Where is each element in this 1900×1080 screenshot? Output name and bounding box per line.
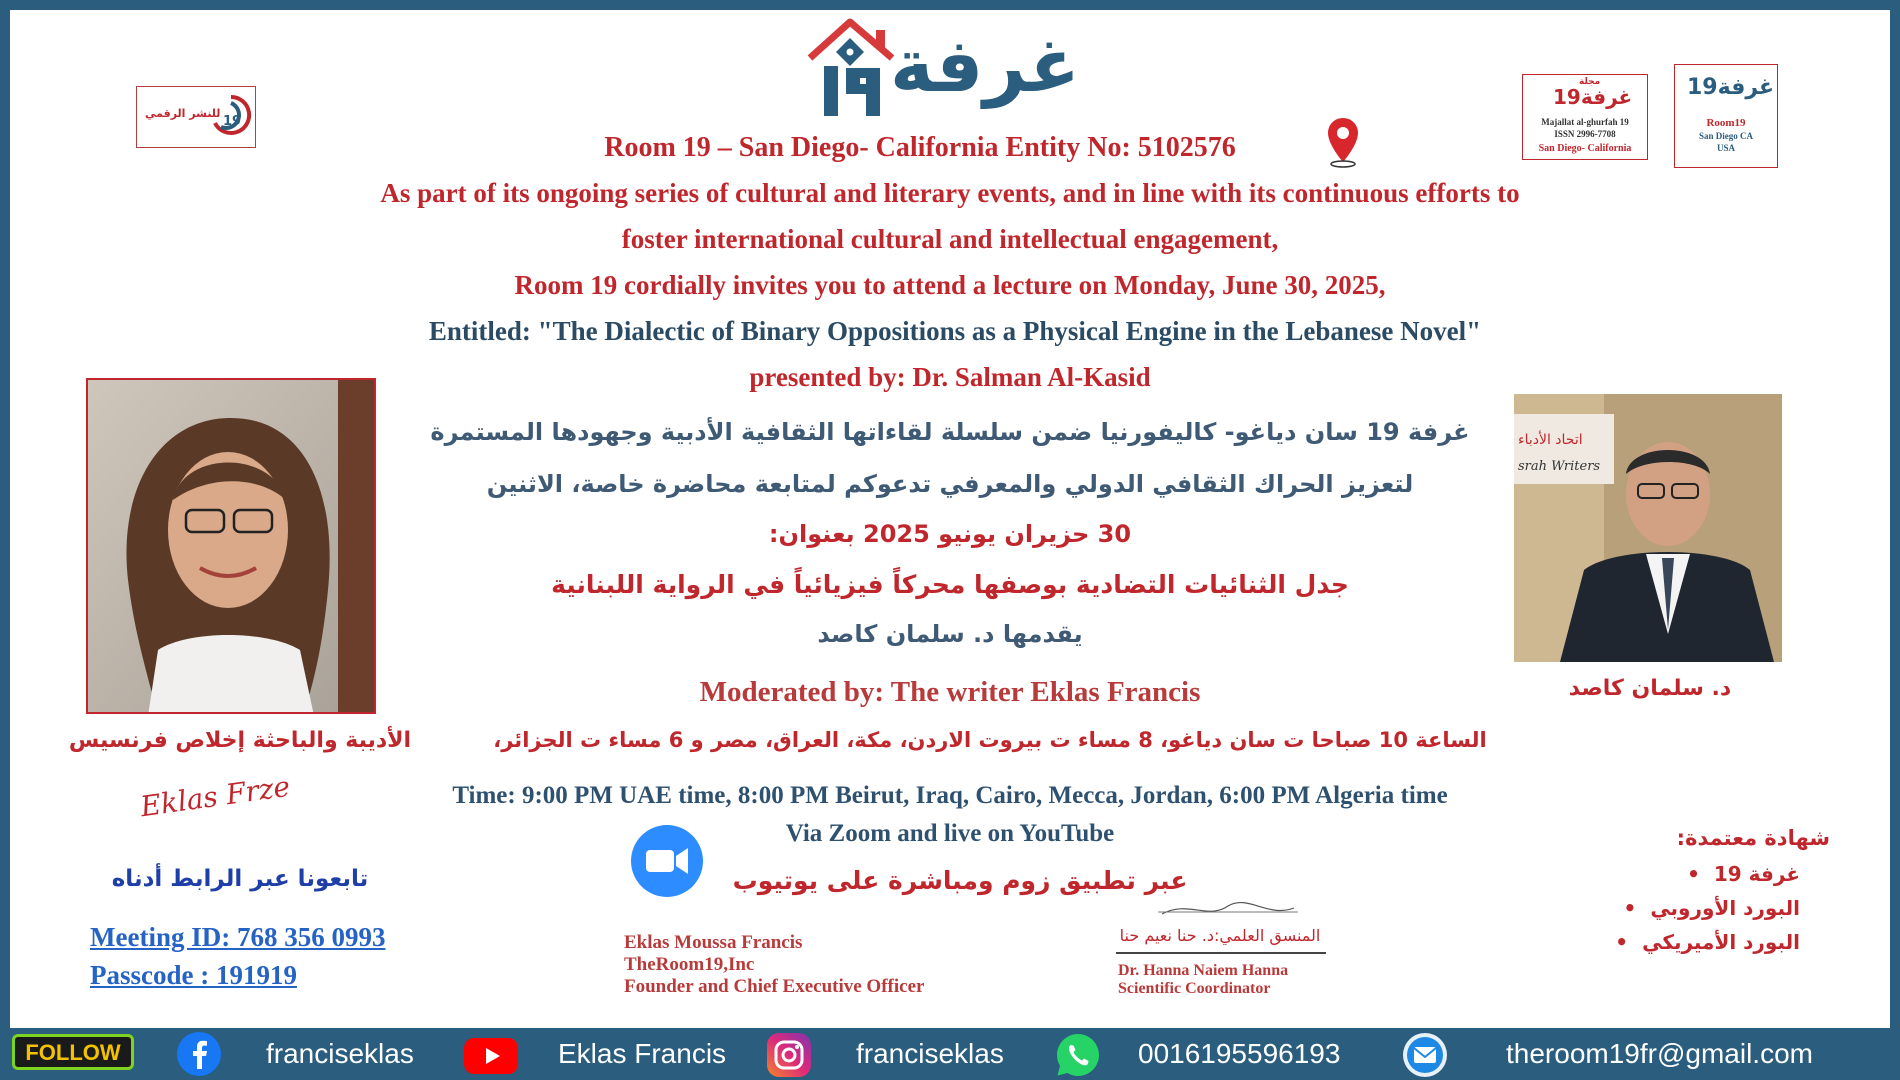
intro-line-1: As part of its ongoing series of cultural and literary events, and in line with its continuous efforts to [380, 178, 1520, 208]
magazine-logo-line1: Majallat al-ghurfah 19 [1541, 117, 1629, 127]
email-icon[interactable] [1402, 1032, 1448, 1078]
svg-text:اتحاد الأدباء: اتحاد الأدباء [1518, 432, 1583, 448]
certificate-item [1615, 930, 1800, 954]
zoom-camera-icon[interactable] [630, 824, 704, 898]
room19-usa-logo-name: غرفة19 [1687, 75, 1775, 100]
arabic-line-1: غرفة 19 سان دياغو- كاليفورنيا ضمن سلسلة لقاءاتها الثقافية الأدبية وجهودها المستمرة [430, 418, 1470, 446]
svg-text:19: 19 [223, 114, 242, 129]
follow-badge-text: FOLLOW [25, 1040, 121, 1065]
svg-text:srah Writers: srah Writers [1518, 459, 1601, 474]
passcode-link[interactable]: Passcode : 191919 [90, 960, 297, 990]
room19-usa-logo-line1: Room19 [1706, 117, 1746, 129]
certificate-item-label: البورد الأوروبي [1650, 896, 1800, 920]
bullet-icon: • [1615, 930, 1629, 954]
whatsapp-icon[interactable] [1054, 1031, 1102, 1079]
ceo-title: Founder and Chief Executive Officer [624, 976, 925, 997]
magazine-logo-top: مجلة [1579, 77, 1601, 87]
coordinator-ar: المنسق العلمي:د. حنا نعيم حنا [1119, 926, 1321, 945]
eklas-caption-ar: الأديبة والباحثة إخلاص فرنسيس [68, 728, 412, 753]
logo-arabic-word: غرفة [890, 23, 1080, 109]
eklas-signature-text: Eklas Frze [138, 769, 293, 824]
location-pin-icon [1326, 116, 1360, 168]
arabic-line-2: لتعزيز الحراك الثقافي الدولي والمعرفي تدعوكم لمتابعة محاضرة خاصة، الاثنين [486, 470, 1414, 498]
via-ar: عبر تطبيق زوم ومباشرة على يوتيوب [732, 866, 1188, 895]
follow-us-ar: تابعونا عبر الرابط أدناه [111, 866, 369, 892]
digital-publishing-logo-text: للنشر الرقمي [145, 107, 221, 120]
room19-usa-logo-line2: San Diego CA [1698, 131, 1753, 141]
coordinator-title: Scientific Coordinator [1118, 980, 1271, 997]
presenter-en: presented by: Dr. Salman Al-Kasid [749, 362, 1151, 392]
youtube-channel[interactable]: Eklas Francis [558, 1038, 727, 1069]
time-en: Time: 9:00 PM UAE time, 8:00 PM Beirut, Iraq, Cairo, Mecca, Jordan, 6:00 PM Algeria time [452, 782, 1448, 809]
salman-al-kasid-photo [1514, 394, 1782, 662]
portrait-woman-image [88, 380, 376, 714]
room19-main-logo [800, 12, 1080, 122]
publishing-swirl-icon [209, 93, 253, 141]
ceo-company: TheRoom19,Inc [624, 954, 755, 975]
certificate-item [1687, 862, 1800, 886]
email-address[interactable]: theroom19fr@gmail.com [1506, 1038, 1813, 1069]
moderator-en: Moderated by: The writer Eklas Francis [699, 676, 1201, 708]
coordinator-name: Dr. Hanna Naiem Hanna [1118, 962, 1289, 979]
instagram-icon[interactable] [766, 1032, 812, 1078]
facebook-icon[interactable] [176, 1031, 222, 1077]
magazine-logo-line2: ISSN 2996-7708 [1554, 129, 1616, 139]
social-footer [0, 1028, 1900, 1080]
pen-nib-logo-icon [800, 14, 900, 120]
intro-line-2: foster international cultural and intellectual engagement, [621, 224, 1279, 254]
whatsapp-number[interactable]: 0016195596193 [1138, 1038, 1341, 1069]
magazine-logo [1522, 74, 1648, 160]
certificate-title: شهادة معتمدة: [1676, 826, 1830, 850]
eklas-francis-photo [86, 378, 376, 714]
certificate-item [1624, 896, 1800, 920]
ceo-name: Eklas Moussa Francis [624, 932, 803, 953]
youtube-icon[interactable] [464, 1038, 518, 1074]
facebook-handle[interactable]: franciseklas [266, 1038, 414, 1069]
via-en: Via Zoom and live on YouTube [785, 820, 1115, 847]
instagram-handle[interactable]: franciseklas [856, 1038, 1004, 1069]
intro-line-3: Room 19 cordially invites you to attend a lecture on Monday, June 30, 2025, [514, 270, 1386, 300]
room19-usa-logo [1674, 64, 1778, 168]
certificate-item-label: غرفة 19 [1713, 862, 1800, 886]
digital-publishing-logo [136, 86, 256, 148]
lecture-title-en: Entitled: "The Dialectic of Binary Oppositions as a Physical Engine in the Lebanese Novel" [428, 316, 1482, 346]
meeting-id-link[interactable]: Meeting ID: 768 356 0993 [90, 922, 386, 952]
follow-badge [12, 1034, 134, 1070]
magazine-logo-name: غرفة19 [1553, 85, 1633, 109]
arabic-line-3: 30 حزيران يونيو 2025 بعنوان: [768, 520, 1132, 548]
bullet-icon: • [1623, 896, 1637, 920]
portrait-man-image [1514, 394, 1782, 662]
coordinator-signature-mark [1158, 896, 1298, 926]
address-line: Room 19 – San Diego- California Entity No: 5102576 [604, 132, 1236, 163]
arabic-lecture-title: جدل الثنائيات التضادية بوصفها محركاً فيزيائياً في الرواية اللبنانية [551, 570, 1349, 599]
arabic-presenter: يقدمها د. سلمان كاصد [817, 620, 1083, 648]
certificate-list [1590, 862, 1800, 962]
bullet-icon: • [1687, 862, 1700, 886]
room19-usa-logo-line3: USA [1716, 143, 1735, 153]
salman-caption-ar: د. سلمان كاصد [1568, 676, 1732, 701]
coordinator-underline [1116, 952, 1326, 954]
magazine-logo-line3: San Diego- California [1538, 143, 1632, 154]
certificate-item-label: البورد الأميريكي [1642, 930, 1800, 954]
times-ar: الساعة 10 صباحا ت سان دياغو، 8 مساء ت بيروت الاردن، مكة، العراق، مصر و 6 مساء ت الجزائر، [493, 728, 1487, 752]
